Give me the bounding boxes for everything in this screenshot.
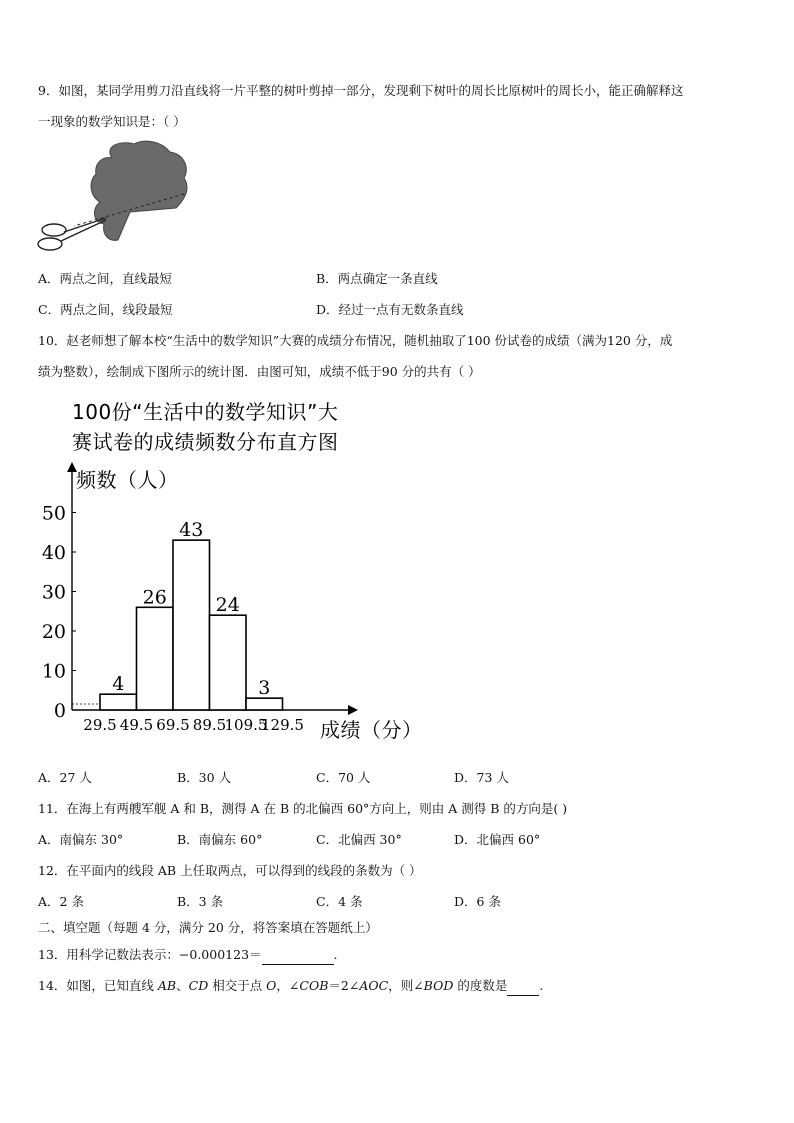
- q14-mid4: ，则∠: [388, 978, 424, 993]
- x-tick-label: 29.5: [83, 716, 117, 734]
- q11-option-a: A．南偏东 30°: [38, 832, 124, 847]
- q9-text-line2: 一现象的数学知识是：（ ）: [38, 114, 186, 129]
- q10-option-b: B．30 人: [177, 770, 232, 785]
- x-tick-label: 89.5: [192, 716, 227, 734]
- y-tick-label: 30: [41, 581, 66, 604]
- q11-option-d: D．北偏西 60°: [454, 832, 541, 847]
- q9-option-c: C．两点之间，线段最短: [38, 302, 173, 317]
- q10-option-d: D．73 人: [454, 770, 509, 785]
- q14-mid2: ，∠: [276, 978, 300, 993]
- q12-option-a: A．2 条: [38, 894, 84, 909]
- q14-angle-aoc: AOC: [359, 978, 389, 993]
- q10-text-line2: 绩为整数），绘制成下图所示的统计图．由图可知，成绩不低于90 分的共有（ ）: [38, 364, 481, 379]
- q14-sep: 、: [176, 978, 189, 993]
- x-tick-label: 49.5: [119, 716, 154, 734]
- q10-option-a: A．27 人: [38, 770, 92, 785]
- q13-line: [38, 946, 338, 965]
- leaf-scissors-figure: [34, 138, 204, 258]
- histogram-bar: [137, 607, 174, 710]
- q12-text: 12．在平面内的线段 AB 上任取两点，可以得到的线段的条数为（ ）: [38, 863, 422, 878]
- q11-text: 11．在海上有两艘军舰 A 和 B，测得 A 在 B 的北偏西 60°方向上，则由 A 测得 B 的方向是( ): [38, 801, 568, 816]
- q10-option-c: C．70 人: [316, 770, 371, 785]
- q9-option-a: A．两点之间，直线最短: [38, 271, 173, 286]
- q14-line: [38, 977, 543, 996]
- q13-answer-blank[interactable]: [262, 946, 334, 965]
- histogram-bar: [100, 694, 137, 710]
- q12-option-b: B．3 条: [177, 894, 224, 909]
- q14-mid3: ＝2∠: [328, 978, 360, 993]
- q9-option-d: D．经过一点有无数条直线: [316, 302, 464, 317]
- x-tick-label: 129.5: [261, 716, 304, 734]
- q14-line-cd: CD: [188, 978, 209, 993]
- q12-option-c: C．4 条: [316, 894, 363, 909]
- histogram-bar: [246, 698, 283, 710]
- histogram-bar: [210, 615, 247, 710]
- histogram-chart: [36, 395, 436, 750]
- y-tick-label: 50: [41, 502, 66, 525]
- q14-end: .: [539, 978, 544, 993]
- x-tick-label: 109.5: [224, 716, 268, 734]
- q14-angle-cob: COB: [299, 978, 329, 993]
- y-axis-arrow-icon: [67, 462, 77, 472]
- q14-post: 的度数是: [453, 978, 508, 993]
- x-axis-arrow-icon: [348, 705, 358, 715]
- bar-value-label: 43: [179, 519, 204, 542]
- q14-mid1: 相交于点: [208, 978, 267, 993]
- histogram-bar: [173, 540, 210, 710]
- q14-answer-blank[interactable]: [507, 977, 539, 996]
- bar-value-label: 3: [258, 677, 271, 700]
- q10-text-line1: 10．赵老师想了解本校“生活中的数学知识”大赛的成绩分布情况，随机抽取了100 份试卷的成绩（满为120 分，成: [38, 333, 673, 348]
- bar-value-label: 4: [112, 673, 125, 696]
- q9-text-line1: 9．如图，某同学用剪刀沿直线将一片平整的树叶剪掉一部分，发现剩下树叶的周长比原树叶的周长小，能正确解释这: [38, 83, 684, 98]
- q13-end: .: [333, 947, 338, 962]
- scissors-icon: [38, 218, 106, 250]
- q14-line-ab: AB: [157, 978, 177, 993]
- q13-text: 13．用科学记数法表示：−0.000123＝: [38, 947, 262, 962]
- chart-xlabel: 成绩（分）: [320, 718, 423, 742]
- section-fill-blank-title: 二、填空题（每题 4 分，满分 20 分，将答案填在答题纸上）: [38, 920, 378, 935]
- bar-value-label: 26: [142, 586, 167, 609]
- chart-title-line1: 100份“生活中的数学知识”大: [72, 400, 339, 424]
- q14-text-pre: 14．如图，已知直线: [38, 978, 158, 993]
- q9-option-b: B．两点确定一条直线: [316, 271, 438, 286]
- y-tick-label: 20: [41, 621, 66, 643]
- q12-option-d: D．6 条: [454, 894, 501, 909]
- q14-point-o: O: [266, 978, 277, 993]
- x-tick-label: 69.5: [156, 716, 190, 734]
- chart-ylabel: 频数（人）: [76, 468, 179, 492]
- y-tick-label: 10: [41, 660, 66, 683]
- y-tick-label: 0: [53, 700, 66, 722]
- y-tick-label: 40: [41, 542, 66, 564]
- chart-title-line2: 赛试卷的成绩频数分布直方图: [72, 430, 339, 454]
- q11-option-b: B．南偏东 60°: [177, 832, 263, 847]
- bar-value-label: 24: [215, 594, 240, 617]
- q14-angle-bod: BOD: [423, 978, 454, 993]
- q11-option-c: C．北偏西 30°: [316, 832, 402, 847]
